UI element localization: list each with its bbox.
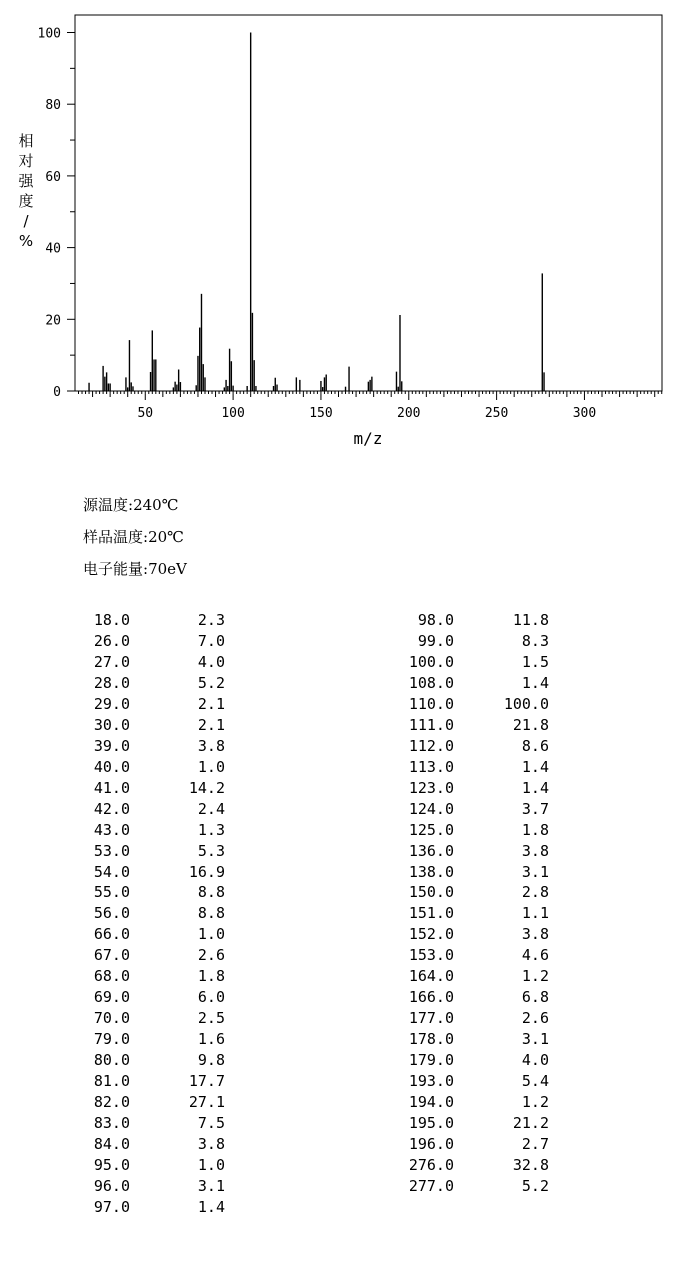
mz-value: 95.0: [93, 1155, 130, 1174]
mz-value: 66.0: [93, 925, 130, 944]
abundance-value: 27.1: [188, 1093, 225, 1112]
y-axis-label: [18, 132, 34, 250]
abundance-value: 1.2: [521, 1093, 549, 1112]
mz-value: 110.0: [408, 694, 454, 713]
abundance-value: 3.1: [521, 1030, 549, 1049]
mz-value: 54.0: [93, 862, 130, 881]
abundance-value: 2.6: [521, 1009, 549, 1028]
abundance-value: 3.8: [521, 841, 549, 860]
abundance-value: 8.8: [197, 904, 225, 923]
mz-value: 98.0: [417, 611, 454, 629]
condition-sample-temp: 样品温度:20℃: [83, 528, 184, 546]
mz-value: 42.0: [93, 799, 130, 818]
y-axis-label-char: 对: [18, 152, 34, 170]
abundance-value: 2.6: [197, 946, 225, 965]
mz-value: 193.0: [408, 1072, 454, 1091]
mz-value: 178.0: [408, 1030, 454, 1049]
abundance-value: 8.3: [521, 631, 549, 650]
abundance-value: 1.4: [197, 1197, 225, 1216]
axis-ticks: [67, 33, 662, 401]
abundance-value: 2.4: [197, 799, 225, 818]
abundance-value: 5.2: [197, 673, 225, 692]
abundance-value: 21.8: [512, 715, 549, 734]
mz-value: 96.0: [93, 1176, 130, 1195]
x-tick-label: 100: [221, 406, 245, 421]
abundance-value: 4.0: [197, 652, 225, 671]
y-axis-label-char: %: [18, 232, 34, 250]
abundance-value: 1.0: [197, 1155, 225, 1174]
abundance-value: 3.8: [197, 1135, 225, 1153]
abundance-value: 3.8: [197, 736, 225, 755]
abundance-value: 1.5: [521, 652, 549, 671]
mz-value: 125.0: [408, 820, 454, 839]
mz-value: 43.0: [93, 820, 130, 839]
condition-label: 样品温度: [83, 528, 144, 546]
y-tick-label: 80: [45, 98, 61, 114]
mz-value: 67.0: [93, 946, 130, 965]
abundance-value: 9.8: [197, 1051, 225, 1070]
condition-value: 240℃: [133, 496, 179, 514]
mz-value: 18.0: [93, 611, 130, 629]
mz-value: 153.0: [408, 946, 454, 965]
condition-label: 电子能量: [83, 560, 144, 578]
mz-value: 177.0: [408, 1009, 454, 1028]
mz-value: 97.0: [93, 1197, 130, 1216]
mz-value: 80.0: [93, 1051, 130, 1070]
mz-value: 124.0: [408, 799, 454, 818]
mz-value: 112.0: [408, 736, 454, 755]
mz-value: 113.0: [408, 757, 454, 776]
mz-value: 196.0: [408, 1135, 454, 1153]
mass-spectrum-chart: [0, 0, 687, 460]
y-tick-label: 100: [37, 26, 61, 42]
y-axis-label-char: 度: [18, 192, 34, 210]
mz-value: 150.0: [408, 883, 454, 902]
abundance-value: 5.2: [521, 1176, 549, 1195]
y-tick-label: 40: [45, 241, 61, 257]
abundance-value: 5.3: [197, 841, 225, 860]
abundance-value: 17.7: [188, 1072, 225, 1091]
mz-value: 166.0: [408, 988, 454, 1007]
abundance-value: 21.2: [512, 1114, 549, 1133]
mz-value: 79.0: [93, 1030, 130, 1049]
y-axis-label-char: 强: [18, 172, 34, 190]
abundance-value: 1.1: [521, 904, 549, 923]
abundance-value: 1.2: [521, 967, 549, 986]
abundance-value: 2.8: [521, 883, 549, 902]
abundance-value: 1.4: [521, 673, 549, 692]
y-tick-label: 20: [45, 313, 61, 329]
abundance-value: 1.0: [197, 757, 225, 776]
abundance-value: 6.0: [197, 988, 225, 1007]
mz-value: 195.0: [408, 1114, 454, 1133]
abundance-value: 5.4: [521, 1072, 549, 1091]
mz-value: 55.0: [93, 883, 130, 902]
mz-value: 152.0: [408, 925, 454, 944]
abundance-value: 8.8: [197, 883, 225, 902]
abundance-value: 16.9: [188, 862, 225, 881]
mz-value: 41.0: [93, 778, 130, 797]
mz-value: 81.0: [93, 1072, 130, 1091]
abundance-value: 2.1: [197, 694, 225, 713]
abundance-value: 1.8: [197, 967, 225, 986]
mz-value: 29.0: [93, 694, 130, 713]
mz-value: 136.0: [408, 841, 454, 860]
x-axis-label: m/z: [353, 429, 383, 448]
peak-bars: [89, 33, 544, 392]
abundance-value: 32.8: [512, 1155, 549, 1174]
x-tick-label: 50: [137, 406, 154, 421]
mz-value: 27.0: [93, 652, 130, 671]
y-tick-label: 60: [45, 169, 61, 185]
x-tick-label: 250: [484, 406, 509, 421]
mz-value: 277.0: [408, 1176, 454, 1195]
mz-value: 70.0: [93, 1009, 130, 1028]
abundance-value: 7.0: [197, 631, 225, 650]
y-axis-label-char: /: [23, 212, 29, 230]
abundance-value: 7.5: [197, 1114, 225, 1133]
mz-value: 30.0: [93, 715, 130, 734]
abundance-value: 2.7: [521, 1135, 549, 1153]
abundance-value: 1.0: [197, 925, 225, 944]
condition-label: 源温度: [83, 496, 129, 514]
condition-source-temp: 源温度:240℃: [83, 496, 179, 514]
abundance-value: 2.5: [197, 1009, 225, 1028]
tick-labels: [38, 27, 597, 422]
mz-value: 276.0: [408, 1155, 454, 1174]
abundance-value: 2.1: [197, 715, 225, 734]
mz-value: 84.0: [93, 1135, 130, 1153]
mz-value: 68.0: [93, 967, 130, 986]
mz-value: 100.0: [408, 652, 454, 671]
abundance-value: 1.8: [521, 820, 549, 839]
plot-frame: [75, 15, 662, 391]
abundance-value: 3.1: [521, 862, 549, 881]
mz-value: 56.0: [93, 904, 130, 923]
abundance-value: 1.4: [521, 757, 549, 776]
abundance-value: 1.6: [197, 1030, 225, 1049]
abundance-value: 14.2: [188, 778, 225, 797]
mz-value: 123.0: [408, 778, 454, 797]
mz-value: 39.0: [93, 736, 130, 755]
abundance-value: 3.8: [521, 925, 549, 944]
condition-value: 20℃: [148, 528, 184, 546]
mz-value: 28.0: [93, 673, 130, 692]
mz-value: 99.0: [417, 631, 454, 650]
abundance-value: 4.0: [521, 1051, 549, 1070]
mz-value: 26.0: [93, 631, 130, 650]
condition-value: 70eV: [148, 560, 187, 578]
abundance-value: 1.3: [197, 820, 225, 839]
mz-value: 194.0: [408, 1093, 454, 1112]
abundance-value: 3.7: [521, 799, 549, 818]
mz-value: 179.0: [408, 1051, 454, 1070]
mz-value: 40.0: [93, 757, 130, 776]
abundance-value: 4.6: [521, 946, 549, 965]
abundance-value: 8.6: [521, 736, 549, 755]
abundance-value: 100.0: [503, 694, 549, 713]
mz-value: 108.0: [408, 673, 454, 692]
condition-electron-energy: 电子能量:70eV: [83, 560, 187, 578]
x-tick-label: 150: [309, 406, 333, 421]
abundance-value: 1.4: [521, 778, 549, 797]
mz-value: 53.0: [93, 841, 130, 860]
mz-value: 151.0: [408, 904, 454, 923]
x-tick-label: 300: [572, 406, 597, 421]
mz-value: 138.0: [408, 862, 454, 881]
y-tick-label: 0: [53, 385, 61, 400]
mz-value: 164.0: [408, 967, 454, 986]
mz-value: 111.0: [408, 715, 454, 734]
mz-value: 82.0: [93, 1093, 130, 1112]
x-tick-label: 200: [397, 406, 421, 421]
mz-value: 83.0: [93, 1114, 130, 1133]
abundance-value: 2.3: [197, 611, 225, 629]
abundance-value: 3.1: [197, 1176, 225, 1195]
abundance-value: 6.8: [521, 988, 549, 1007]
abundance-value: 11.8: [512, 611, 549, 629]
y-axis-label-char: 相: [18, 132, 34, 150]
mz-value: 69.0: [93, 988, 130, 1007]
